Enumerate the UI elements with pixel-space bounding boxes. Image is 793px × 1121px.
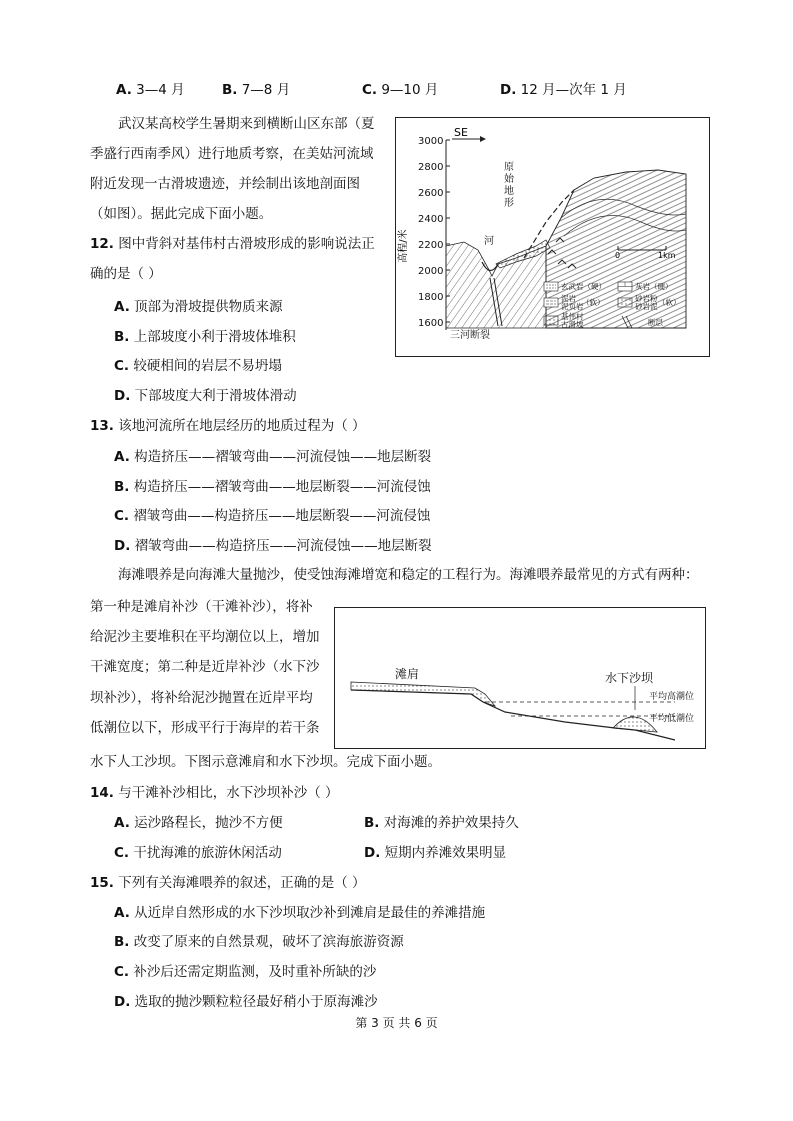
passage1-line: 附近发现一古滑坡遗迹，并绘制出该地剖面图 bbox=[90, 176, 360, 192]
label-underwater-bar: 水下沙坝 bbox=[605, 671, 654, 685]
q14-option-b: B. 对海滩的养护效果持久 bbox=[364, 815, 519, 831]
original-terrain-label: 地 bbox=[504, 186, 514, 197]
q13-option-a: A. 构造挤压——褶皱弯曲——河流侵蚀——地层断裂 bbox=[114, 449, 432, 465]
ytick-1800: 1800 bbox=[418, 292, 444, 303]
q15-stem: 15. 下列有关海滩喂养的叙述，正确的是（ ） bbox=[90, 875, 366, 891]
q13-option-b: B. 构造挤压——褶皱弯曲——地层断裂——河流侵蚀 bbox=[114, 479, 431, 495]
ytick-2600: 2600 bbox=[418, 188, 444, 199]
cross-section-svg bbox=[396, 118, 709, 356]
legend-mudstone-1: 泥岩 bbox=[561, 294, 576, 303]
ytick-3000: 3000 bbox=[418, 136, 444, 147]
q11-option-b: B. 7—8 月 bbox=[222, 82, 291, 98]
ytick-2800: 2800 bbox=[418, 162, 444, 173]
q12-option-b: B. 上部坡度小利于滑坡体堆积 bbox=[114, 329, 296, 345]
q15-option-b: B. 改变了原来的自然景观，破坏了滨海旅游资源 bbox=[114, 934, 404, 950]
beach-profile-svg bbox=[335, 608, 705, 748]
q12-option-a: A. 顶部为滑坡提供物质来源 bbox=[114, 299, 283, 315]
q15-option-c: C. 补沙后还需定期监测，及时重补所缺的沙 bbox=[114, 964, 377, 980]
figure-beach-profile bbox=[334, 607, 706, 749]
legend-siltstone-2: 砂岩泥 bbox=[635, 302, 658, 311]
legend-landslide-1: 基伟村 bbox=[561, 312, 584, 321]
passage2-line: 坝补沙），将补给泥沙抛置在近岸平均 bbox=[90, 690, 313, 706]
q14-stem: 14. 与干滩补沙相比，水下沙坝补沙（ ） bbox=[90, 785, 339, 801]
original-terrain-label: 形 bbox=[504, 198, 514, 209]
y-axis-label: 高程/米 bbox=[398, 229, 409, 263]
fault-name-label: 三河断裂 bbox=[450, 330, 490, 341]
passage1-line: （如图）。据此完成下面小题。 bbox=[90, 206, 273, 222]
q12-stem-cont: 确的是（ ） bbox=[90, 266, 162, 282]
passage2-line: 干滩宽度；第二种是近岸补沙（水下沙 bbox=[90, 659, 320, 675]
river-label: 河 bbox=[484, 236, 494, 247]
legend-mudstone-soft: （软） bbox=[582, 298, 605, 307]
passage1-line: 季盛行西南季风）进行地质考察，在美姑河流域 bbox=[90, 146, 374, 162]
q11-option-d: D. 12 月—次年 1 月 bbox=[500, 82, 627, 98]
q15-option-d: D. 选取的抛沙颗粒粒径最好稍小于原海滩沙 bbox=[114, 994, 378, 1010]
q13-option-c: C. 褶皱弯曲——构造挤压——地层断裂——河流侵蚀 bbox=[114, 508, 431, 524]
passage2-line: 给泥沙主要堆积在平均潮位以上，增加 bbox=[90, 629, 320, 645]
legend-fault: 断层 bbox=[648, 318, 663, 327]
passage2-line: 海滩喂养是向海滩大量抛沙，使受蚀海滩增宽和稳定的工程行为。海滩喂养最常见的方式有两种： bbox=[118, 567, 699, 583]
beach-shoulder-fill bbox=[351, 682, 495, 706]
seabed-profile bbox=[351, 690, 675, 740]
ytick-2200: 2200 bbox=[418, 240, 444, 251]
legend-limestone: 灰岩（硬） bbox=[635, 282, 673, 291]
q11-option-c: C. 9—10 月 bbox=[362, 82, 439, 98]
q12-stem: 12. 图中背斜对基伟村古滑坡形成的影响说法正 bbox=[90, 236, 375, 252]
legend-siltstone-soft: （软） bbox=[658, 298, 681, 307]
legend-landslide-2: 古滑坡 bbox=[561, 320, 584, 329]
q11-option-a: A. 3—4 月 bbox=[116, 82, 185, 98]
legend-siltstone-1: 砂岩粉 bbox=[635, 294, 658, 303]
passage2-line: 第一种是滩肩补沙（干滩补沙），将补 bbox=[90, 599, 313, 615]
label-beach-shoulder: 滩肩 bbox=[395, 667, 420, 681]
ytick-1600: 1600 bbox=[418, 318, 444, 329]
q15-option-a: A. 从近岸自然形成的水下沙坝取沙补到滩肩是最佳的养滩措施 bbox=[114, 905, 486, 921]
ytick-2000: 2000 bbox=[418, 266, 444, 277]
scale-end: 1km bbox=[658, 251, 676, 260]
q12-option-d: D. 下部坡度大利于滑坡体滑动 bbox=[114, 388, 297, 404]
q14-option-c: C. 干扰海滩的旅游休闲活动 bbox=[114, 845, 282, 861]
q14-option-a: A. 运沙路程长，抛沙不方便 bbox=[114, 815, 283, 831]
original-terrain-label: 始 bbox=[504, 174, 514, 185]
scale-zero: 0 bbox=[615, 251, 621, 260]
q13-option-d: D. 褶皱弯曲——构造挤压——河流侵蚀——地层断裂 bbox=[114, 538, 432, 554]
ytick-2400: 2400 bbox=[418, 214, 444, 225]
direction-arrow-head bbox=[480, 136, 486, 142]
label-mean-high-tide: 平均高潮位 bbox=[649, 692, 695, 702]
q12-option-c: C. 较硬相间的岩层不易坍塌 bbox=[114, 358, 282, 374]
label-mean-low-tide: 平均低潮位 bbox=[649, 714, 695, 724]
passage2-line: 水下人工沙坝。下图示意滩肩和水下沙坝。完成下面小题。 bbox=[90, 754, 441, 770]
passage2-line: 低潮位以下，形成平行于海岸的若干条 bbox=[90, 720, 320, 736]
legend-basalt: 玄武岩（硬） bbox=[561, 282, 606, 291]
direction-label: SE bbox=[454, 126, 468, 139]
passage1-line: 武汉某高校学生暑期来到横断山区东部（夏 bbox=[118, 116, 375, 132]
page-footer: 第 3 页 共 6 页 bbox=[355, 1016, 438, 1030]
legend-mudstone-2: 泥页岩 bbox=[561, 302, 584, 311]
original-terrain-label: 原 bbox=[504, 162, 514, 173]
figure-cross-section bbox=[395, 117, 710, 357]
q14-option-d: D. 短期内养滩效果明显 bbox=[364, 845, 507, 861]
q13-stem: 13. 该地河流所在地层经历的地质过程为（ ） bbox=[90, 418, 366, 434]
